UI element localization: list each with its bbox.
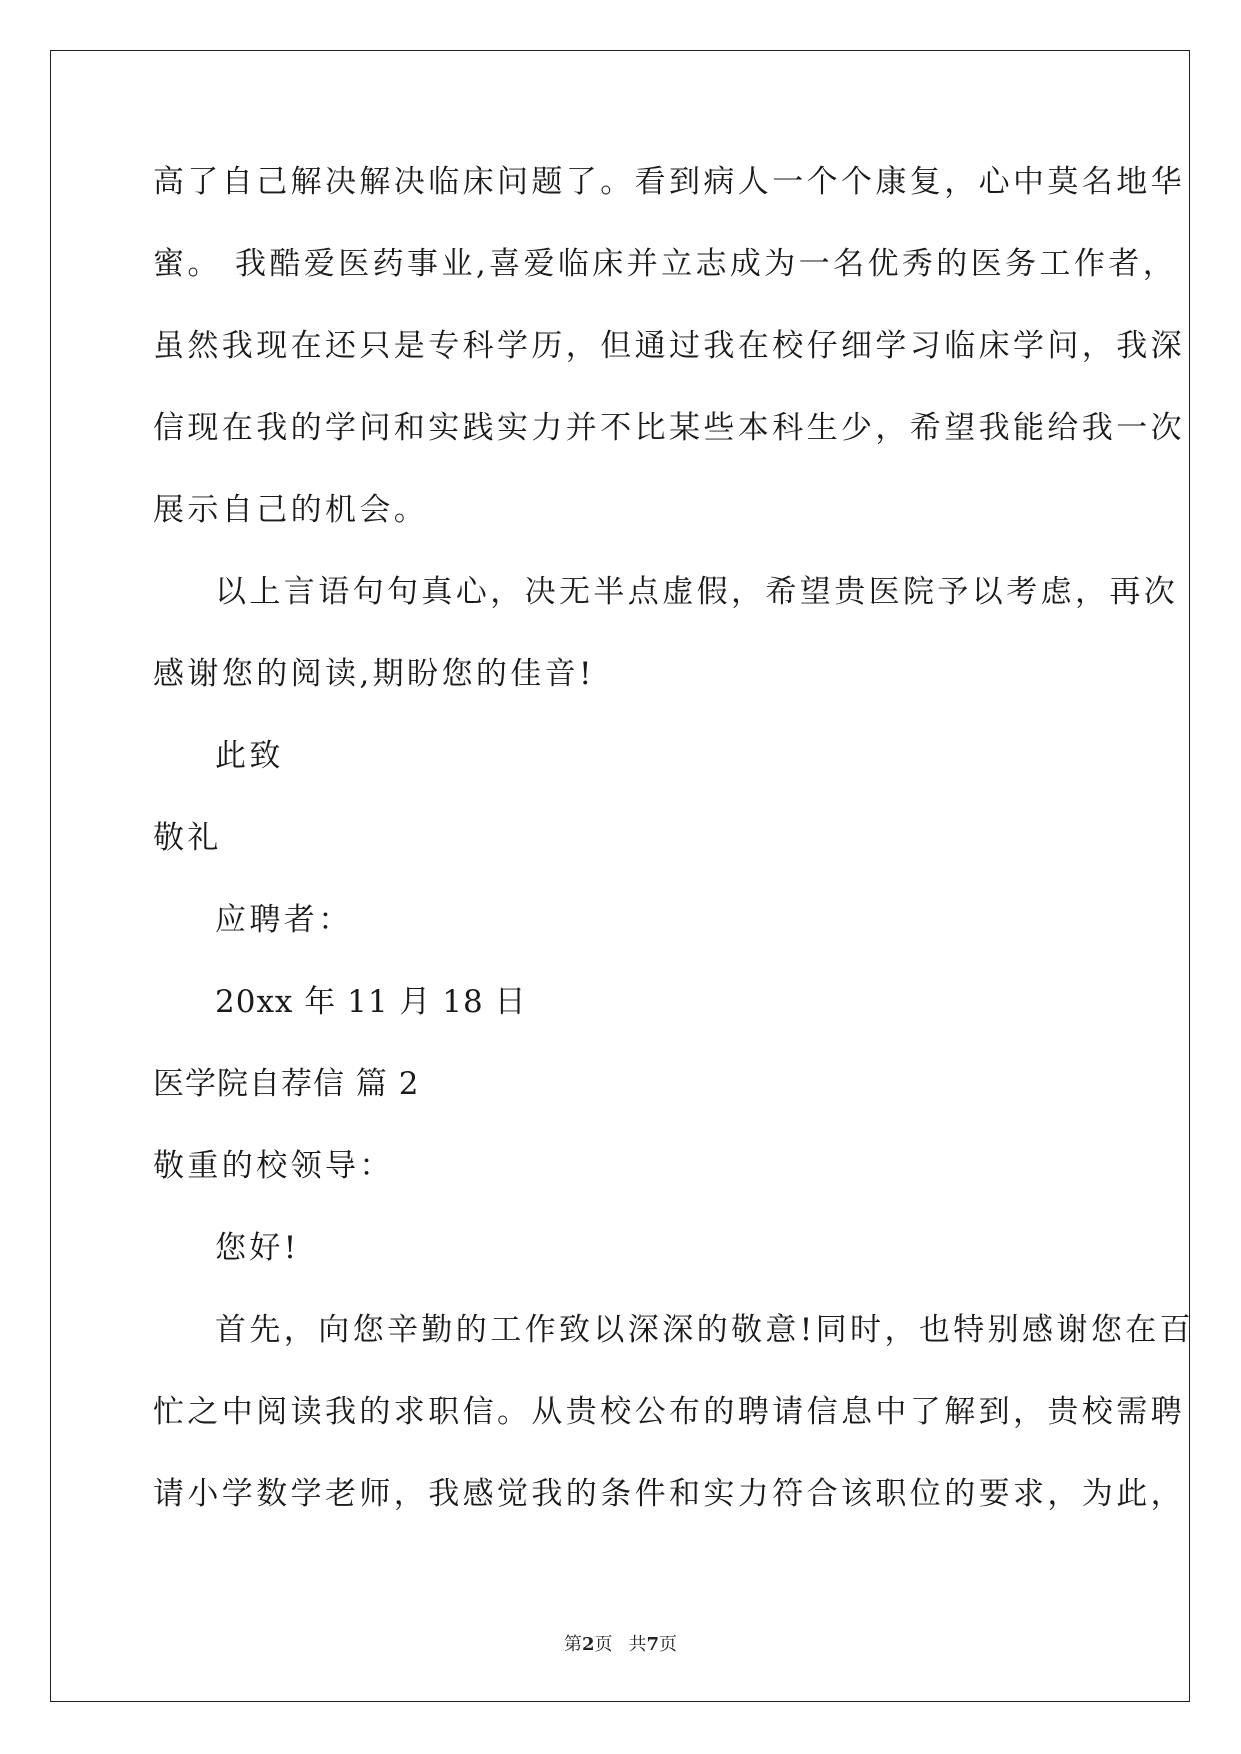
letter-date: 20xx 年 11 月 18 日	[215, 984, 527, 1020]
footer-total-prefix: 共	[628, 1634, 647, 1655]
text-line: 忙之中阅读我的求职信。从贵校公布的聘请信息中了解到，贵校需聘	[153, 1394, 1185, 1430]
footer-page-mid: 页	[594, 1634, 613, 1655]
text-line: 您好!	[215, 1230, 300, 1266]
footer-page-total: 7	[646, 1634, 660, 1655]
page-border	[50, 50, 1190, 1702]
letter-greeting: 敬重的校领导：	[153, 1148, 394, 1184]
text-line: 请小学数学老师，我感觉我的条件和实力符合该职位的要求，为此，	[153, 1476, 1185, 1512]
footer-page-prefix: 第	[563, 1634, 582, 1655]
text-line: 蜜。 我酷爱医药事业,喜爱临床并立志成为一名优秀的医务工作者，	[153, 246, 1178, 282]
page-footer	[0, 1630, 1241, 1656]
applicant-label: 应聘者：	[215, 902, 353, 938]
salutation-regards: 敬礼	[153, 820, 222, 856]
text-line: 虽然我现在还只是专科学历，但通过我在校仔细学习临床学问，我深	[153, 328, 1185, 364]
footer-total-suffix: 页	[659, 1634, 678, 1655]
text-line: 信现在我的学问和实践实力并不比某些本科生少，希望我能给我一次	[153, 410, 1185, 446]
section-title: 医学院自荐信 篇 2	[153, 1066, 420, 1102]
text-line: 感谢您的阅读,期盼您的佳音!	[153, 656, 595, 692]
footer-page-current: 2	[581, 1634, 595, 1655]
text-line: 展示自己的机会。	[153, 492, 429, 528]
text-line: 以上言语句句真心，决无半点虚假，希望贵医院予以考虑，再次	[215, 574, 1179, 610]
text-line: 高了自己解决解决临床问题了。看到病人一个个康复，心中莫名地华	[153, 164, 1185, 200]
text-line: 首先，向您辛勤的工作致以深深的敬意!同时，也特别感谢您在百	[215, 1312, 1195, 1348]
salutation-closing: 此致	[215, 738, 284, 774]
